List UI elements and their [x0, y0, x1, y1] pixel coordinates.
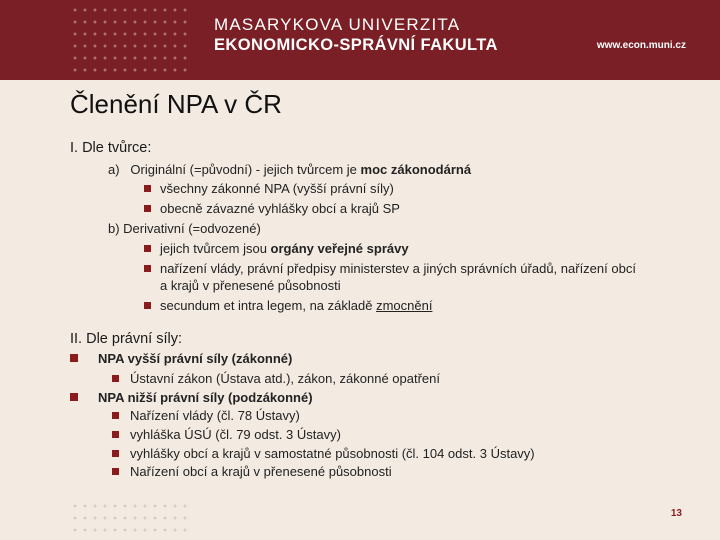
- mandate-link[interactable]: zmocnění: [376, 298, 433, 313]
- list-item: [160, 241, 409, 256]
- bullet-icon: [144, 245, 151, 252]
- bullet-icon: [144, 302, 151, 309]
- bullet-icon: [112, 431, 119, 438]
- bullet-icon: [112, 375, 119, 382]
- list-item-text: jejich tvůrcem jsou: [160, 241, 271, 256]
- website-url[interactable]: www.econ.muni.cz: [596, 40, 686, 51]
- list-item: vyhláška ÚSÚ (čl. 79 odst. 3 Ústavy): [130, 427, 341, 442]
- list-item: [160, 298, 432, 313]
- item-a-text: a) Originální (=původní) - jejich tvůrcem je: [108, 162, 361, 177]
- list-item-text: secundum et intra legem, na základě: [160, 298, 377, 313]
- logo-dot-pattern: [70, 4, 190, 76]
- list-item: Nařízení obcí a krajů v přenesené působnosti: [130, 464, 392, 479]
- item-a: [108, 162, 471, 177]
- bullet-icon: [112, 412, 119, 419]
- bullet-icon: [144, 265, 151, 272]
- item-b: b) Derivativní (=odvozené): [108, 221, 261, 236]
- university-name: MASARYKOVA UNIVERZITA: [214, 15, 461, 34]
- list-item-bold: orgány veřejné správy: [270, 241, 409, 256]
- bullet-icon: [112, 450, 119, 457]
- bullet-icon: [70, 393, 78, 401]
- list-item: obecně závazné vyhlášky obcí a krajů SP: [160, 201, 400, 216]
- bullet-icon: [70, 354, 78, 362]
- group-2-label: NPA nižší právní síly (podzákonné): [98, 390, 313, 405]
- faculty-name: EKONOMICKO-SPRÁVNÍ FAKULTA: [214, 36, 498, 54]
- footer-dot-pattern: [70, 500, 190, 536]
- group-1-label: NPA vyšší právní síly (zákonné): [98, 351, 293, 366]
- list-item: vyhlášky obcí a krajů v samostatné působnosti (čl. 104 odst. 3 Ústavy): [130, 446, 535, 461]
- item-a-bold: moc zákonodárná: [360, 162, 472, 177]
- bullet-icon: [144, 205, 151, 212]
- section-2-heading: II. Dle právní síly:: [70, 331, 183, 347]
- list-item: nařízení vlády, právní předpisy ministerstev a jiných správních úřadů, nařízení obcí: [160, 261, 636, 276]
- bullet-icon: [144, 185, 151, 192]
- page-number: 13: [670, 508, 682, 519]
- list-item: Nařízení vlády (čl. 78 Ústavy): [130, 408, 300, 423]
- slide-title: Členění NPA v ČR: [70, 89, 282, 119]
- section-1-heading: I. Dle tvůrce:: [70, 140, 152, 156]
- header-banner: [0, 0, 720, 80]
- list-item: všechny zákonné NPA (vyšší právní síly): [160, 181, 394, 196]
- list-item-continuation: a krajů v přenesené působnosti: [160, 278, 341, 293]
- list-item: Ústavní zákon (Ústava atd.), zákon, zákonné opatření: [130, 371, 441, 386]
- bullet-icon: [112, 468, 119, 475]
